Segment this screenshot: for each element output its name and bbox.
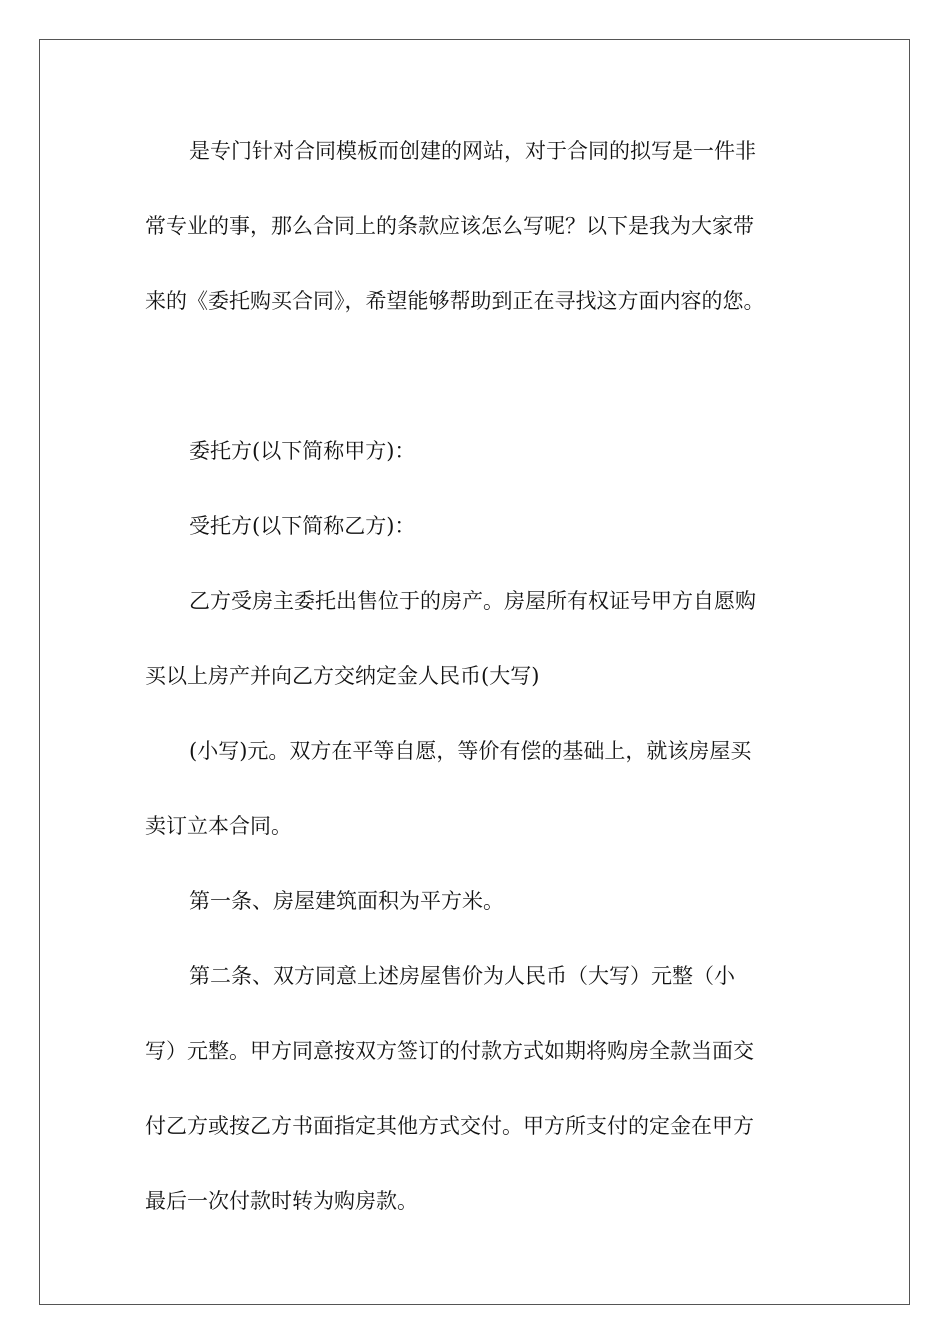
agent-party-line: 受托方(以下简称乙方)： xyxy=(189,514,416,538)
article-2-line-4: 最后一次付款时转为购房款。 xyxy=(145,1189,418,1213)
article-2-line-2: 写）元整。甲方同意按双方签订的付款方式如期将购房全款当面交 xyxy=(145,1039,754,1063)
agreement-line-1: (小写)元。双方在平等自愿，等价有偿的基础上，就该房屋买 xyxy=(189,739,752,763)
article-2-line-3: 付乙方或按乙方书面指定其他方式交付。甲方所支付的定金在甲方 xyxy=(145,1114,754,1138)
article-1-line: 第一条、房屋建筑面积为平方米。 xyxy=(189,889,504,913)
deposit-line-1: 乙方受房主委托出售位于的房产。房屋所有权证号甲方自愿购 xyxy=(189,589,756,613)
deposit-line-2: 买以上房产并向乙方交纳定金人民币(大写) xyxy=(145,664,540,688)
agreement-line-2: 卖订立本合同。 xyxy=(145,814,292,838)
intro-line-1: 是专门针对合同模板而创建的网站，对于合同的拟写是一件非 xyxy=(189,139,756,163)
article-2-line-1: 第二条、双方同意上述房屋售价为人民币（大写）元整（小 xyxy=(189,964,735,988)
principal-party-line: 委托方(以下简称甲方)： xyxy=(189,439,416,463)
intro-line-2: 常专业的事，那么合同上的条款应该怎么写呢？以下是我为大家带 xyxy=(145,214,754,238)
intro-line-3: 来的《委托购买合同》，希望能够帮助到正在寻找这方面内容的您。 xyxy=(145,289,765,313)
